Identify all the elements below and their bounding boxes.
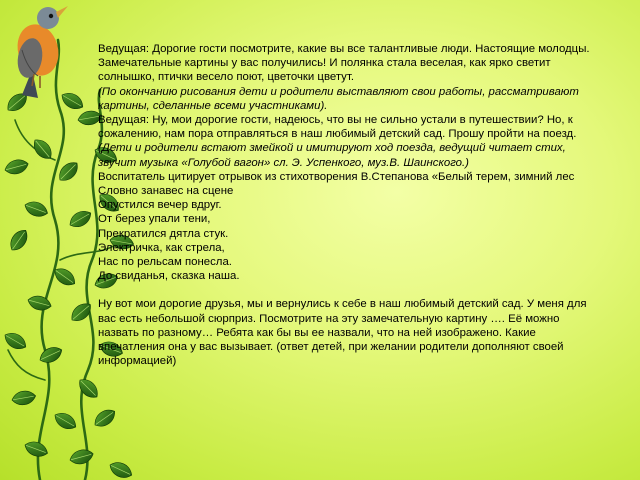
poem-line: Нас по рельсам понесла. [98,256,232,269]
spacer [98,283,598,297]
paragraph: Ну вот мои дорогие друзья, мы и вернулись к себе в наш любимый детский сад. У меня для вас есть небольшой сюрприз. Посмотрите на эту замечательную картину …. Её можно назвать по разному… Ребята как бы вы ее назвали, что на ней изображено. Какие впечатления она у вас вызывает. (ответ детей, при желании родители дополняют своей информацией) [98,298,587,368]
poem-line: Электричка, как стрела, [98,241,225,254]
poem-line: От берез упали тени, [98,213,211,226]
paragraph-italic: (Дети и родители встают змейкой и имитируют ход поезда, ведущий читает стих, звучит музыка «Голубой вагон» сл. Э. Успенкого, муз.В. Шаинского.) [98,142,566,169]
poem-line: Прекратился дятла стук. [98,227,229,240]
paragraph: Ведущая: Ну, мои дорогие гости, надеюсь, что вы не сильно устали в путешествии? Но, к сожалению, нам пора отправляться в наш любимый детский сад. Прошу пройти на поезд. [98,114,577,141]
paragraph: Воспитатель цитирует отрывок из стихотворения В.Степанова «Белый терем, зимний лес [98,170,575,183]
paragraph: Ведущая: Дорогие гости посмотрите, какие вы все талантливые люди. Настоящие молодцы. Замечательные картины у вас получились! И полянка стала веселая, как ярко светит солнышко, птички весело поют, цветочки цветут. [98,43,590,84]
poem-line: До свиданья, сказка наша. [98,270,240,283]
poem-line: Словно занавес на сцене [98,185,234,198]
paragraph-italic: (По окончанию рисования дети и родители выставляют свои работы, рассматривают картины, сделанные всеми участниками). [98,85,579,112]
poem-line: Опустился вечер вдруг. [98,199,222,212]
slide-text [98,42,598,368]
